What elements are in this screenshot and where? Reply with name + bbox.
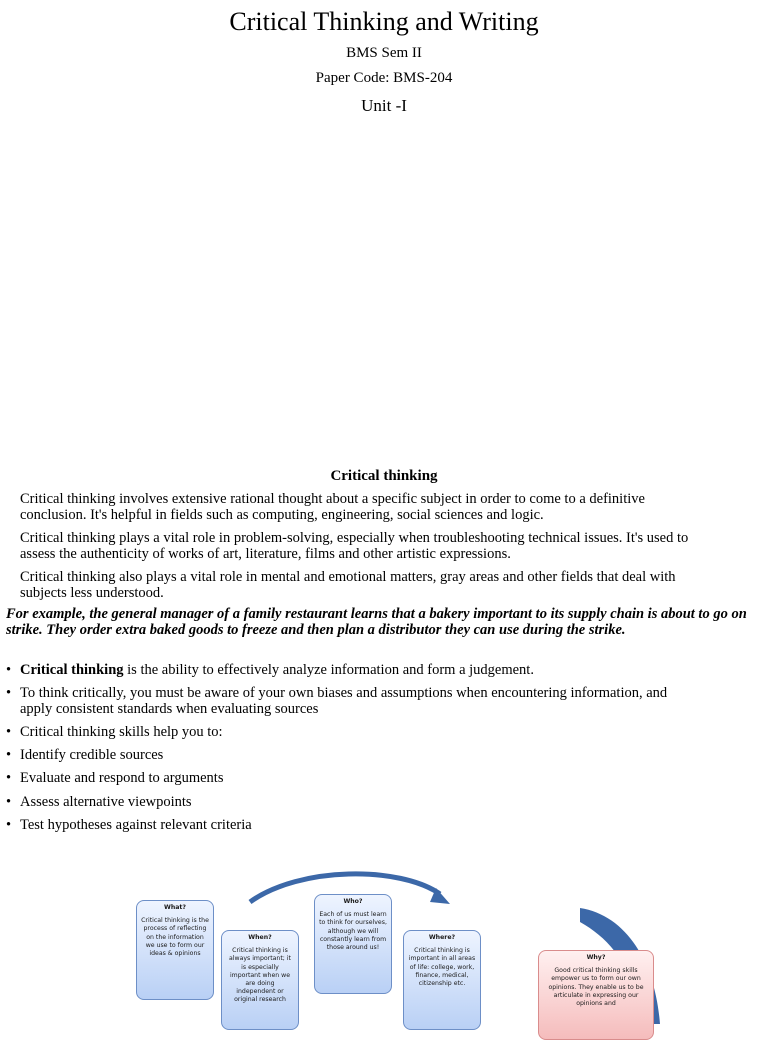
- bullet-item: • Critical thinking skills help you to:: [6, 724, 223, 740]
- unit-label: Unit -I: [361, 96, 407, 115]
- paragraph: Critical thinking involves extensive rational thought about a specific subject in order to come to a definitive conclusion. It's helpful in fields such as computing, engineering, social sciences and logic.: [20, 491, 645, 523]
- bullet-dot: •: [6, 817, 12, 833]
- paper-code: Paper Code: BMS-204: [315, 70, 453, 86]
- where-box: Where? Critical thinking is important in all areas of life: college, work, finance, medical, citizenship etc.: [403, 930, 481, 1030]
- who-box: Who? Each of us must learn to think for ourselves, although we will constantly learn from those around us!: [314, 894, 392, 994]
- when-box: When? Critical thinking is always important; it is especially important when we are doing independent or original research: [221, 930, 299, 1030]
- bullet-item: • Test hypotheses against relevant criteria: [6, 817, 252, 833]
- bullet-dot: •: [6, 724, 12, 740]
- bold-term: Critical thinking: [20, 662, 124, 678]
- critical-thinking-diagram: [0, 860, 768, 1024]
- what-box: What? Critical thinking is the process of reflecting on the information we use to form our ideas & opinions: [136, 900, 214, 1000]
- example-paragraph: For example, the general manager of a family restaurant learns that a bakery important to its supply chain is about to go on strike. They order extra baked goods to freeze and then plan a distributor they can use during the strike.: [6, 606, 747, 638]
- paragraph: Critical thinking also plays a vital role in mental and emotional matters, gray areas and other fields that deal with subjects less understood.: [20, 569, 676, 601]
- section-heading: Critical thinking: [330, 468, 438, 484]
- bullet-dot: •: [6, 747, 12, 763]
- paragraph: Critical thinking plays a vital role in problem-solving, especially when troubleshooting technical issues. It's used to assess the authenticity of works of art, literature, films and other artistic expressions.: [20, 530, 689, 562]
- document-title: Critical Thinking and Writing: [229, 7, 539, 36]
- bullet-dot: •: [6, 770, 12, 786]
- bullet-dot: •: [6, 662, 12, 678]
- bullet-item: • Identify credible sources: [6, 747, 164, 763]
- bullet-dot: •: [6, 685, 12, 701]
- why-box: Why? Good critical thinking skills empower us to form our own opinions. They enable us to be articulate in expressing our opinions and: [538, 950, 654, 1040]
- bullet-item: • Evaluate and respond to arguments: [6, 770, 224, 786]
- course-name: BMS Sem II: [346, 45, 422, 61]
- bullet-item: • Critical thinking is the ability to effectively analyze information and form a judgement.: [6, 662, 534, 678]
- bullet-item: • To think critically, you must be aware of your own biases and assumptions when encountering information, and apply consistent standards when evaluating sources: [6, 685, 668, 717]
- bullet-item: • Assess alternative viewpoints: [6, 794, 192, 810]
- bullet-dot: •: [6, 794, 12, 810]
